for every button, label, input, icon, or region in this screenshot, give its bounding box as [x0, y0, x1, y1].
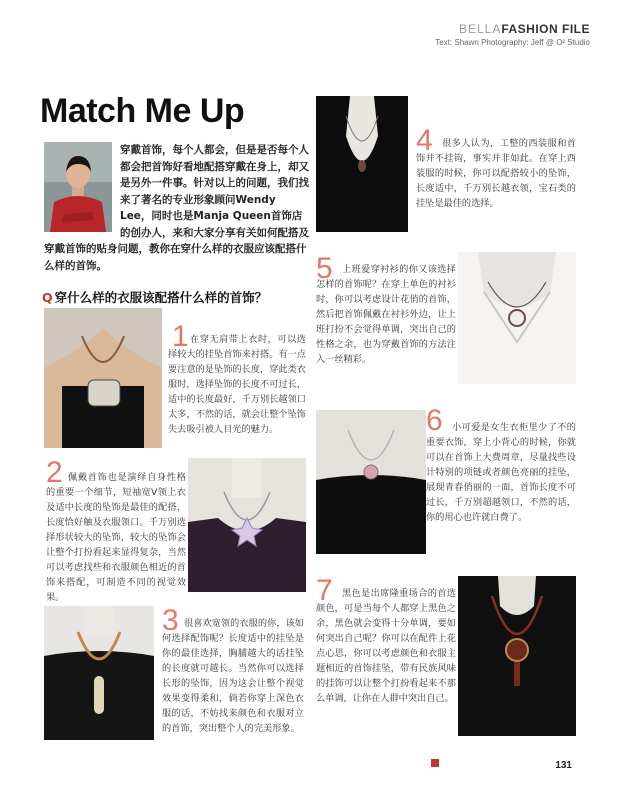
intro-paragraph: 穿戴首饰，每个人都会，但是是否每个人都会把首饰好看地配搭穿戴在身上，却又是另外一件事。针对以上的问题，我们找来了著名的专业形象顾问Wendy Lee，同时也是Manja Queen首饰店的创办人，来和大家分享有关如何配搭及穿戴首饰的贴身问题，教你在穿什么样的衣服应该配搭什么样的首饰。	[44, 144, 309, 272]
necklace-photo-7	[458, 576, 576, 736]
section-number: 3	[162, 604, 179, 637]
question-heading: Q 穿什么样的衣服该配搭什么样的首饰？	[42, 290, 268, 305]
section-number: 7	[316, 574, 333, 607]
section-number: 2	[46, 456, 63, 489]
necklace-photo-2	[188, 458, 306, 592]
photo-credits: Text: Shawn Photography: Jeff @ O² Studio	[435, 38, 590, 47]
article-title: Match Me Up	[40, 92, 245, 130]
necklace-photo-6	[316, 410, 426, 554]
section-number: 5	[316, 252, 333, 285]
necklace-photo-1	[44, 308, 162, 448]
necklace-photo-4	[316, 96, 408, 232]
section-text: 黑色是出席隆重场合的首选颜色，可是当每个人都穿上黑色之余，黑色就会变得十分单调，要如何突出自己呢？你可以在配件上花点心思，你可以考虑颜色和衣服主题相近的首饰挂坠，带有民族风味的挂饰可以让整个打扮看起来不那么单调，让你在人群中突出自己。	[316, 588, 456, 704]
section-text: 在穿无肩带上衣时，可以选择较大的挂坠首饰来衬搭。有一点要注意的是坠饰的长度，穿此类衣服时，选择坠饰的长度不可过长，适中的长度最好，千万别长越领口太多，不然的话，就会让整个坠饰失去吸引被人目光的魅力。	[168, 334, 306, 435]
section-number: 6	[426, 404, 443, 437]
section-number: 1	[172, 320, 189, 353]
section-text: 上班爱穿衬衫的你又该选择怎样的首饰呢？在穿上单色的衬衫时，你可以考虑设计花俏的首饰，然后把首饰佩戴在衬衫外边，让上班打扮不会觉得单调，突出自己的性格之余，也为穿戴首饰的方法注入一丝精彩。	[316, 264, 456, 365]
necklace-photo-3	[44, 606, 154, 740]
necklace-photo-5	[458, 252, 576, 384]
section-text: 小可爱是女生衣柜里少了不的重要衣饰，穿上小背心的时候，你就可以在首饰上大费周章，尽量找些设计特别的项链或者颜色亮丽的挂坠，展现青春俏丽的一面，首饰长度不可过长，千万别超越领口，不然的话，你的用心也许就白费了。	[426, 422, 576, 523]
section-text: 佩戴首饰也是演绎自身性格的重要一个细节，短袖宽V领上衣及适中长度的坠饰是最佳的配搭，长度恰好触及衣服领口。千万别选择形状较大的坠饰，较大的坠饰会让整个打扮看起来显得复杂，当然可以考虑找些和衣服颜色相近的首饰来搭配，可制造不同的视觉效果。	[46, 472, 186, 603]
section-text: 很多人认为，工整的西装服和首饰并不挂钩，事实并非如此。在穿上西装服的时候，你可以配搭较小的坠饰，长度适中，千万别长越衣领，宝石类的挂坠是最佳的选择。	[416, 138, 576, 209]
magazine-brand: BELLAFASHION FILE	[458, 22, 590, 36]
section-text: 很喜欢宽领的衣服的你，该如何选择配饰呢？长度适中的挂坠是你的最佳选择，胸脯越大的话挂坠的长度就可越长。当然你可以选择长形的坠饰，因为这会让整个视觉效果变得柔和，倘若你穿上深色衣服的话，不妨找来颜色和衣服对立的首饰，突出整个人的完美形象。	[162, 618, 304, 734]
page-number: 131	[555, 760, 572, 771]
end-mark	[428, 751, 439, 770]
section-number: 4	[416, 124, 433, 157]
